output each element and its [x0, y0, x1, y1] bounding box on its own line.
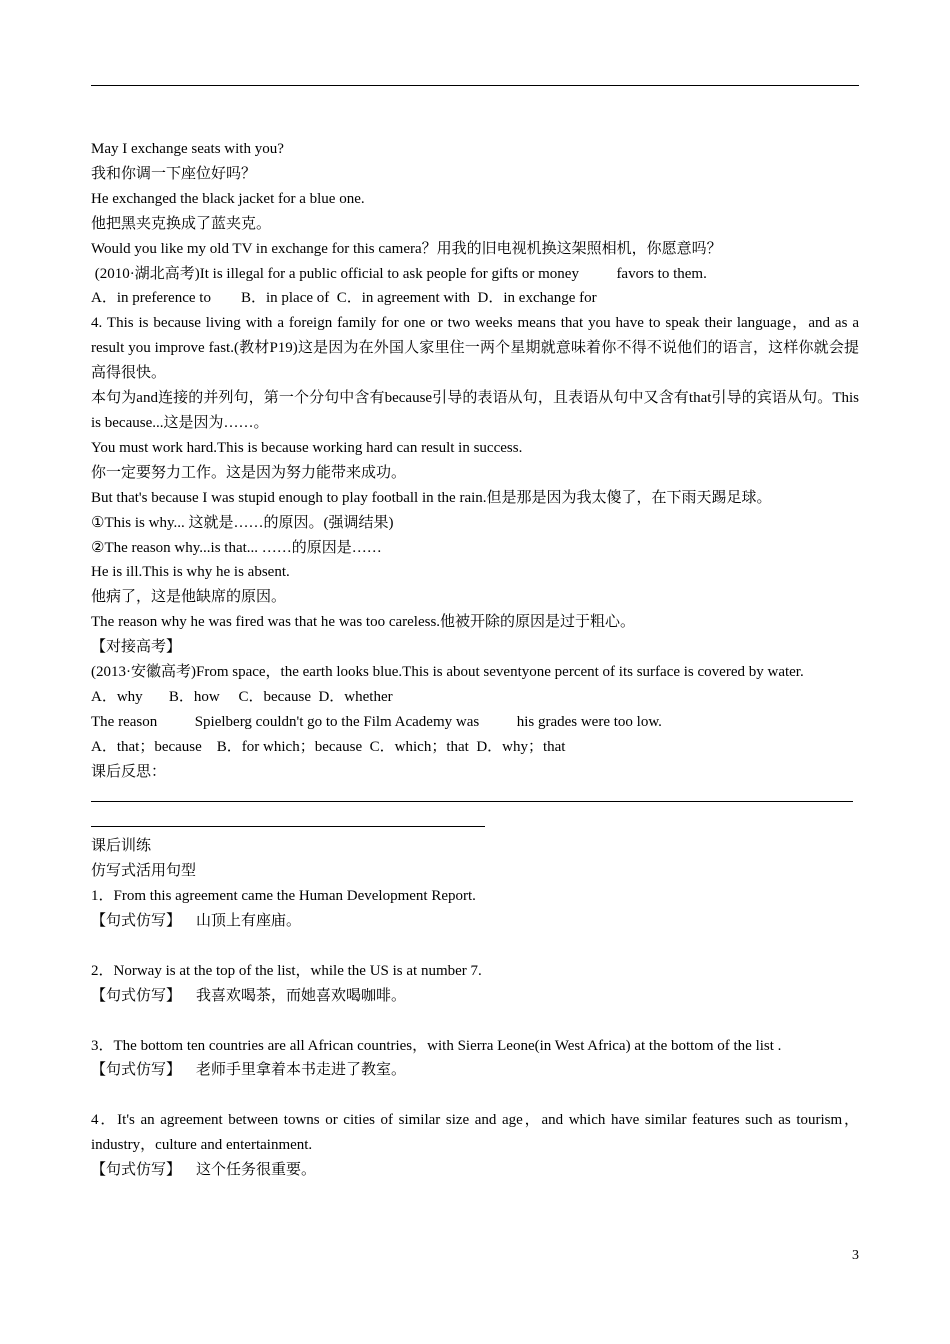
- example-sentence: May I exchange seats with you?: [91, 141, 284, 157]
- practice-item: 1．From this agreement came the Human Development Report.: [91, 888, 476, 905]
- example-sentence: He exchanged the black jacket for a blue one.: [91, 190, 365, 207]
- blank-line: [91, 1083, 859, 1108]
- exam-question: (2010·湖北高考)It is illegal for a public official to ask people for gifts or money favors to them.: [91, 265, 707, 282]
- reflection-label: 课后反思：: [91, 763, 167, 780]
- usage-note: ②The reason why...is that... ……的原因是……: [91, 539, 382, 556]
- example-translation: 你一定要努力工作。这是因为努力能带来成功。: [91, 464, 407, 481]
- example-translation: 他病了，这是他缺席的原因。: [91, 589, 287, 606]
- answer-line: [91, 785, 859, 810]
- practice-item: 4．It's an agreement between towns or cities of similar size and age，and which have similar features such as tourism，industry，culture and entertainment.: [91, 1112, 859, 1154]
- document-body: [91, 137, 859, 1183]
- answer-options: A．in preference to B．in place of C．in agreement with D．in exchange for: [91, 290, 597, 307]
- header-rule: [91, 85, 859, 86]
- answer-options: A．why B．how C．because D．whether: [91, 688, 393, 705]
- page-number: 3: [852, 1248, 859, 1263]
- answer-options: A．that；because B．for which；because C．which；that D．why；that: [91, 738, 566, 755]
- exam-question: The reason Spielberg couldn't go to the Film Academy was his grades were too low.: [91, 713, 662, 730]
- imitation-prompt: 【句式仿写】 老师手里拿着本书走进了教室。: [91, 1062, 407, 1079]
- answer-line: [91, 809, 859, 834]
- example-sentence: Would you like my old TV in exchange for this camera？用我的旧电视机换这架照相机，你愿意吗？: [91, 240, 722, 257]
- key-sentence-4: 4. This is because living with a foreign family for one or two weeks means that you have to speak their language，and as a result you improve fast.(教材P19)这是因为在外国人家里住一两个星期就意味着你不得不说他们的语言，这样你就会提高得很快。: [91, 315, 859, 382]
- example-translation: 我和你调一下座位好吗？: [91, 165, 257, 182]
- section-heading: 课后训练: [91, 838, 152, 855]
- blank-line: [91, 934, 859, 959]
- usage-note: ①This is why... 这就是……的原因。(强调结果): [91, 514, 394, 531]
- blank-line: [91, 1009, 859, 1034]
- grammar-note: 本句为and连接的并列句，第一个分句中含有because引导的表语从句，且表语从句中又含有that引导的宾语从句。This is because...这是因为……。: [91, 390, 859, 431]
- practice-item: 2．Norway is at the top of the list，while the US is at number 7.: [91, 962, 482, 979]
- section-heading: 【对接高考】: [91, 639, 182, 656]
- section-heading: 仿写式活用句型: [91, 863, 197, 880]
- example-sentence: The reason why he was fired was that he was too careless.他被开除的原因是过于粗心。: [91, 614, 636, 631]
- example-sentence: You must work hard.This is because working hard can result in success.: [91, 439, 523, 456]
- example-sentence: But that's because I was stupid enough to play football in the rain.但是那是因为我太傻了，在下雨天踢足球。: [91, 489, 772, 506]
- example-translation: 他把黑夹克换成了蓝夹克。: [91, 215, 272, 232]
- imitation-prompt: 【句式仿写】 这个任务很重要。: [91, 1162, 317, 1179]
- imitation-prompt: 【句式仿写】 我喜欢喝茶，而她喜欢喝咖啡。: [91, 987, 407, 1004]
- example-sentence: He is ill.This is why he is absent.: [91, 564, 290, 581]
- exam-question: (2013·安徽高考)From space，the earth looks blue.This is about seventyone percent of its surface is covered by water.: [91, 664, 804, 681]
- imitation-prompt: 【句式仿写】 山顶上有座庙。: [91, 913, 302, 930]
- practice-item: 3．The bottom ten countries are all African countries，with Sierra Leone(in West Africa) at the bottom of the list .: [91, 1037, 782, 1054]
